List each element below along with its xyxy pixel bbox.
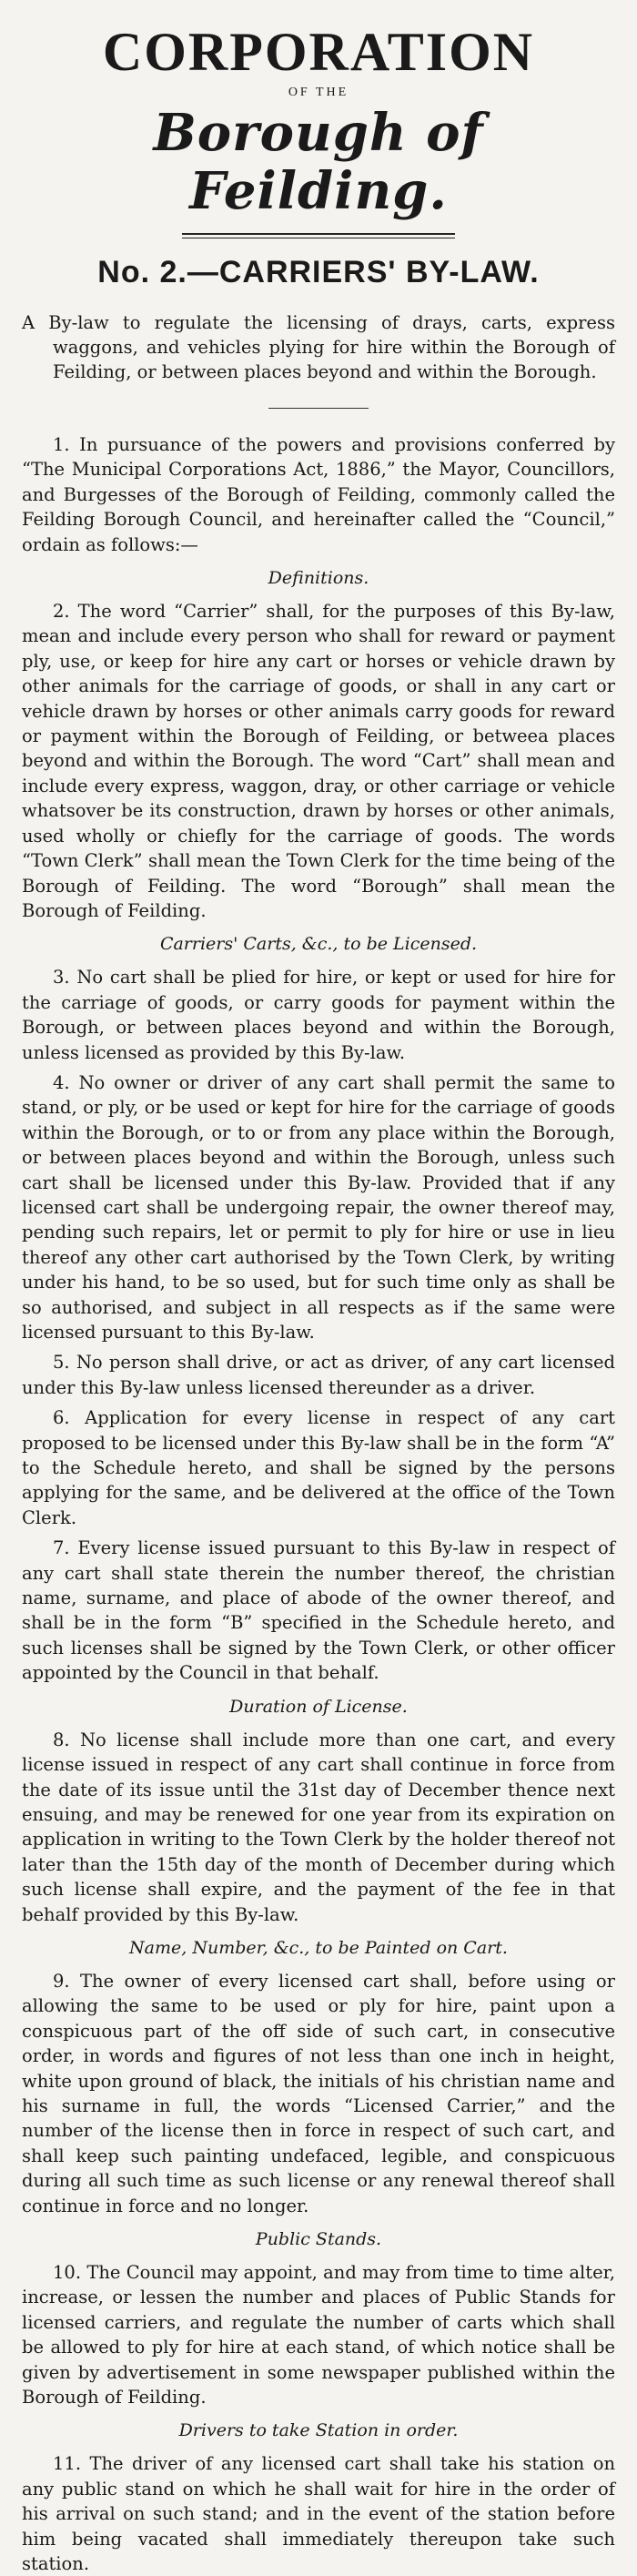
clause-10: 10. The Council may appoint, and may from time to time alter, increase, or lessen the number and places of Public Stands for licensed carriers, and regulate the number of carts which shall be allowed to ply for hire at each stand, of which notice shall be given by advertisement in some newspaper published within the Borough of Feilding. [22, 2262, 615, 2409]
clause-2: 2. The word “Carrier” shall, for the purposes of this By-law, mean and include every person who shall for reward or payment ply, use, or keep for hire any cart or horses or vehicle drawn by other animals for the carriage of goods, or shall in any cart or vehicle drawn by horses or other animals carry goods for reward or payment within the Borough of Feilding, or betweea places beyond and within the Borough. The word “Cart” shall mean and include every express, waggon, dray, or other carriage or vehicle whatsover be its construction, drawn by horses or other animals, used wholly or chiefly for the carriage of goods. The words “Town Clerk” shall mean the Town Clerk for the time being of the Borough of Feilding. The word “Borough” shall mean the Borough of Feilding. [22, 601, 615, 921]
clause-3: 3. No cart shall be plied for hire, or kept or used for hire for the carriage of goods, or carry goods for payment within the Borough, or between places beyond and within the Borough, unless licensed as provided by this By-law. [22, 967, 615, 1063]
clause-4: 4. No owner or driver of any cart shall permit the same to stand, or ply, or be used or kept for hire for the carriage of goods within the Borough, or to or from any place within the Borough, or between places beyond and within the Borough, unless such cart shall be licensed under this By-law. Provided that if any licensed cart shall be undergoing repair, the owner thereof may, pending such repairs, let or permit to ply for hire or use in lieu thereof any other cart authorised by the Town Clerk, by writing under his hand, to be so used, but for such time only as shall be so authorised, and subject in all respects as if the same were licensed pursuant to this By-law. [22, 1071, 615, 1343]
of-the-subheading: OF THE [288, 86, 349, 99]
clause-5: 5. No person shall drive, or act as driver, of any cart licensed under this By-law unless licensed thereunder as a driver. [22, 1352, 615, 1398]
bylaw-title: No. 2.—CARRIERS' BY-LAW. [97, 255, 540, 289]
clause-8: 8. No license shall include more than one cart, and every license issued in respect of any cart shall continue in force from the date of its issue until the 31st day of December thence next ensuing, and may be renewed for one year from its expiration on application in writing to the Town Clerk by the holder thereof not later than the 15th day of the month of December during which such license shall expire, and the payment of the fee in that behalf provided by this By-law. [22, 1729, 615, 1925]
clause-1: 1. In pursuance of the powers and provisions conferred by “The Municipal Corporations Act, 1886,” the Mayor, Councillors, and Burgesses of the Borough of Feilding, commonly called the Feilding Borough Council, and hereinafter called the “Council,” ordain as follows:— [22, 434, 615, 555]
borough-heading: Borough of Feilding. [153, 103, 484, 221]
corporation-heading: CORPORATION [102, 22, 535, 82]
heading-definitions: Definitions. [268, 568, 369, 589]
heading-drivers-station: Drivers to take Station in order. [178, 2420, 459, 2441]
preamble: A By-law to regulate the licensing of drays, carts, express waggons, and vehicles plying for hire within the Borough of Feilding, or between places beyond and within the Borough. [22, 312, 615, 382]
clause-6: 6. Application for every license in respect of any cart proposed to be licensed under this By-law shall be in the form “A” to the Schedule hereto, and shall be signed by the persons applying for the same, and be delivered at the office of the Town Clerk. [22, 1407, 615, 1528]
heading-public-stands: Public Stands. [255, 2229, 382, 2249]
clause-9: 9. The owner of every licensed cart shall, before using or allowing the same to be used or ply for hire, paint upon a conspicuous part of the off side of such cart, in consecutive order, in words and figures of not less than one inch in height, white upon ground of black, the initials of his christian name and his surname in full, the words “Licensed Carrier,” and the number of the license then in force in respect of such cart, and shall keep such painting undefaced, legible, and conspicuous during all such time as such license or any renewal thereof shall continue in force and no longer. [22, 1970, 615, 2216]
heading-name-number: Name, Number, &c., to be Painted on Cart. [129, 1937, 508, 1958]
heading-carts-licensed: Carriers' Carts, &c., to be Licensed. [159, 934, 478, 955]
clause-11: 11. The driver of any licensed cart shall take his station on any public stand on which he shall wait for hire in the order of his arrival on such stand; and in the event of the station before him being vacated shall immediately thereupon take such station. [22, 2453, 615, 2575]
clause-7: 7. Every license issued pursuant to this By-law in respect of any cart shall state therein the number thereof, the christian name, surname, and place of abode of the owner thereof, and shall be in the form “B” specified in the Schedule hereto, and such licenses shall be signed by the Town Clerk, or other officer appointed by the Council in that behalf. [22, 1537, 615, 1684]
preamble-rule [268, 408, 369, 409]
heading-duration: Duration of License. [229, 1696, 408, 1717]
header-rule [182, 233, 455, 235]
